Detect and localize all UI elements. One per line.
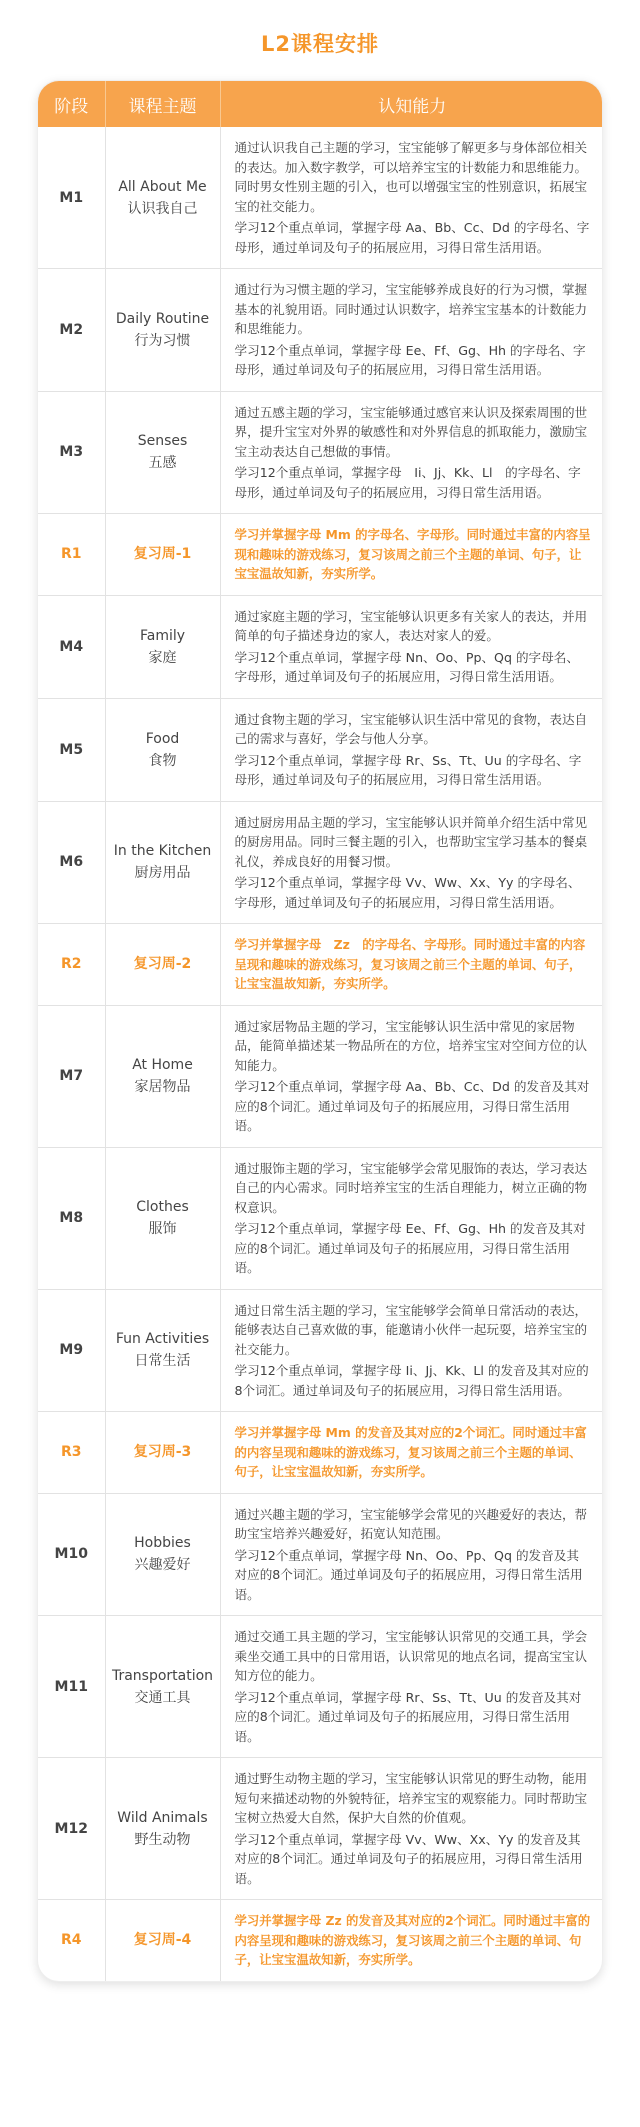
ability-letters: 学习12个重点单词，掌握字母 Nn、Oo、Pp、Qq 的发音及其对应的8个词汇。通过单词及句子的拓展应用，习得日常生活用语。 — [234, 1547, 583, 1602]
ability-letters: 学习12个重点单词，掌握字母 Ii、Jj、Kk、Ll 的字母名、字母形，通过单词及句子的拓展应用，习得日常生活用语。 — [234, 465, 581, 500]
table-row — [38, 391, 603, 514]
topic-english: Fun Activities — [115, 1331, 210, 1348]
ability-letters: 学习12个重点单词，掌握字母 Ee、Ff、Gg、Hh 的字母名、字母形，通过单词及句子的拓展应用，习得日常生活用语。 — [234, 342, 586, 377]
topic-english: Food — [145, 730, 180, 747]
row-ability — [220, 1147, 603, 1289]
ability-description: 通过行为习惯主题的学习，宝宝能够养成良好的行为习惯，掌握基本的礼貌用语。同时通过认识数字，培养宝宝基本的计数能力和思维能力。 — [234, 282, 588, 336]
ability-letters: 学习12个重点单词，掌握字母 Ee、Ff、Gg、Hh 的发音及其对应的8个词汇。通过单词及句子的拓展应用，习得日常生活用语。 — [234, 1221, 586, 1275]
table-row — [38, 1758, 603, 1900]
ability-letters: 学习12个重点单词，掌握字母 Rr、Ss、Tt、Uu 的字母名、字母形，通过单词及句子的拓展应用，习得日常生活用语。 — [234, 752, 582, 787]
topic-english: Hobbies — [134, 1535, 191, 1552]
topic-chinese: 交通工具 — [134, 1689, 191, 1706]
ability-description: 学习并掌握字母 Zz 的字母名、字母形。同时通过丰富的内容呈现和趣味的游戏练习，复习该周之前三个主题的单词、句子，让宝宝温故知新，夯实所学。 — [234, 937, 586, 991]
ability-letters: 学习12个重点单词，掌握字母 Aa、Bb、Cc、Dd 的发音及其对应的8个词汇。通过单词及句子的拓展应用，习得日常生活用语。 — [234, 1079, 590, 1133]
topic-english: Clothes — [136, 1199, 189, 1215]
ability-description: 通过认识我自己主题的学习，宝宝能够了解更多与身体部位相关的表达。加入数字教学，可以培养宝宝的计数能力和思维能力。同时男女性别主题的引入，也可以增强宝宝的性别意识，拓展宝宝的社交能力。 — [234, 140, 588, 214]
ability-description: 通过野生动物主题的学习，宝宝能够认识常见的野生动物，能用短句来描述动物的外貌特征，培养宝宝的观察能力。同时帮助宝宝树立热爱大自然，保护大自然的价值观。 — [234, 1771, 588, 1825]
topic-chinese: 家庭 — [148, 649, 177, 666]
topic-english: Daily Routine — [115, 310, 210, 327]
topic-chinese: 复习周-1 — [133, 546, 192, 563]
row-stage: M7 — [38, 1005, 105, 1147]
row-topic — [105, 391, 220, 514]
topic-chinese: 日常生活 — [134, 1353, 191, 1370]
row-ability — [220, 924, 603, 1006]
topic-english: In the Kitchen — [113, 843, 212, 860]
row-stage: R4 — [38, 1900, 105, 1981]
topic-chinese: 五感 — [148, 455, 177, 472]
row-ability — [220, 514, 603, 596]
table-row — [38, 269, 603, 392]
table-row — [38, 1147, 603, 1289]
ability-letters: 学习12个重点单词，掌握字母 Ii、Jj、Kk、Ll 的发音及其对应的8个词汇。通过单词及句子的拓展应用，习得日常生活用语。 — [234, 1363, 589, 1398]
topic-chinese: 认识我自己 — [127, 200, 198, 217]
topic-chinese: 厨房用品 — [134, 865, 191, 882]
topic-english: Wild Animals — [117, 1809, 208, 1826]
row-topic — [105, 1289, 220, 1412]
ability-description: 通过交通工具主题的学习，宝宝能够认识常见的交通工具，学会乘坐交通工具中的日常用语，认识常见的地点名词，提高宝宝认知方位的能力。 — [234, 1629, 588, 1683]
header-stage: 阶段 — [38, 81, 105, 127]
table-row — [38, 127, 603, 269]
topic-english: Transportation — [111, 1667, 214, 1684]
row-ability — [220, 1616, 603, 1758]
topic-chinese: 复习周-4 — [133, 1932, 192, 1949]
table-row — [38, 1493, 603, 1616]
row-topic — [105, 595, 220, 698]
row-topic — [105, 1493, 220, 1616]
row-stage: M3 — [38, 391, 105, 514]
page-title: L2课程安排 — [261, 32, 379, 56]
row-stage: R3 — [38, 1412, 105, 1494]
ability-description: 通过日常生活主题的学习，宝宝能够学会简单日常活动的表达，能够表达自己喜欢做的事，能邀请小伙伴一起玩耍，培养宝宝的社交能力。 — [234, 1302, 588, 1357]
table-row — [38, 1289, 603, 1412]
header-ability: 认知能力 — [220, 81, 603, 127]
ability-description: 通过家庭主题的学习，宝宝能够认识更多有关家人的表达，并用简单的句子描述身边的家人，表达对家人的爱。 — [234, 608, 588, 643]
row-topic — [105, 514, 220, 596]
header-topic: 课程主题 — [105, 81, 220, 127]
row-stage: R1 — [38, 514, 105, 596]
table-row — [38, 801, 603, 924]
ability-description: 通过家居物品主题的学习，宝宝能够认识生活中常见的家居物品，能简单描述某一物品所在的方位，培养宝宝对空间方位的认知能力。 — [234, 1018, 588, 1073]
ability-letters: 学习12个重点单词，掌握字母 Rr、Ss、Tt、Uu 的发音及其对应的8个词汇。通过单词及句子的拓展应用，习得日常生活用语。 — [234, 1689, 582, 1744]
table-row — [38, 698, 603, 801]
row-stage: M12 — [38, 1758, 105, 1900]
topic-chinese: 家居物品 — [134, 1079, 191, 1095]
row-ability — [220, 391, 603, 514]
ability-description: 学习并掌握字母 Mm 的发音及其对应的2个词汇。同时通过丰富的内容呈现和趣味的游戏练习，复习该周之前三个主题的单词、句子，让宝宝温故知新，夯实所学。 — [234, 1425, 587, 1479]
row-ability — [220, 595, 603, 698]
schedule-table-card — [37, 80, 603, 1982]
ability-description: 学习并掌握字母 Mm 的字母名、字母形。同时通过丰富的内容呈现和趣味的游戏练习，复习该周之前三个主题的单词、句子，让宝宝温故知新，夯实所学。 — [234, 527, 591, 581]
row-ability — [220, 1493, 603, 1616]
row-topic — [105, 1758, 220, 1900]
topic-english: At Home — [132, 1057, 193, 1073]
row-topic — [105, 698, 220, 801]
table-row — [38, 1412, 603, 1494]
topic-english: All About Me — [118, 178, 207, 195]
row-topic — [105, 801, 220, 924]
row-ability — [220, 801, 603, 924]
topic-english: Senses — [137, 433, 188, 450]
table-row — [38, 1616, 603, 1758]
row-ability — [220, 1289, 603, 1412]
table-body — [38, 127, 603, 1981]
row-topic — [105, 127, 220, 269]
ability-description: 通过兴趣主题的学习，宝宝能够学会常见的兴趣爱好的表达，帮助宝宝培养兴趣爱好，拓宽认知范围。 — [234, 1506, 588, 1541]
ability-letters: 学习12个重点单词，掌握字母 Vv、Ww、Xx、Yy 的发音及其对应的8个词汇。通过单词及句子的拓展应用，习得日常生活用语。 — [234, 1831, 583, 1886]
row-topic — [105, 1412, 220, 1494]
row-ability — [220, 698, 603, 801]
schedule-table — [38, 81, 603, 1981]
row-stage: R2 — [38, 924, 105, 1006]
ability-description: 通过食物主题的学习，宝宝能够认识生活中常见的食物，表达自己的需求与喜好，学会与他人分享。 — [234, 711, 588, 746]
row-topic — [105, 1005, 220, 1147]
table-header — [38, 81, 603, 127]
table-row — [38, 1900, 603, 1981]
table-row — [38, 514, 603, 596]
row-topic — [105, 269, 220, 392]
row-ability — [220, 1900, 603, 1981]
row-stage: M9 — [38, 1289, 105, 1412]
row-topic — [105, 924, 220, 1006]
row-stage: M10 — [38, 1493, 105, 1616]
row-stage: M4 — [38, 595, 105, 698]
row-stage: M1 — [38, 127, 105, 269]
row-stage: M5 — [38, 698, 105, 801]
topic-chinese: 复习周-2 — [133, 956, 192, 973]
ability-description: 通过五感主题的学习，宝宝能够通过感官来认识及探索周围的世界，提升宝宝对外界的敏感性和对外界信息的抓取能力，激励宝宝主动表达自己想做的事情。 — [234, 404, 588, 459]
row-stage: M6 — [38, 801, 105, 924]
ability-description: 通过厨房用品主题的学习，宝宝能够认识并简单介绍生活中常见的厨房用品。同时三餐主题的引入，也帮助宝宝学习基本的餐桌礼仪，养成良好的用餐习惯。 — [234, 814, 588, 869]
row-stage: M11 — [38, 1616, 105, 1758]
topic-chinese: 野生动物 — [134, 1831, 191, 1848]
table-row — [38, 924, 603, 1006]
ability-description: 通过服饰主题的学习，宝宝能够学会常见服饰的表达，学习表达自己的内心需求。同时培养宝宝的生活自理能力，树立正确的物权意识。 — [234, 1160, 588, 1215]
row-topic — [105, 1900, 220, 1981]
topic-english: Family — [139, 627, 186, 644]
ability-letters: 学习12个重点单词，掌握字母 Vv、Ww、Xx、Yy 的字母名、字母形，通过单词及句子的拓展应用，习得日常生活用语。 — [234, 875, 581, 910]
topic-chinese: 食物 — [148, 752, 177, 769]
topic-chinese: 服饰 — [148, 1221, 177, 1237]
row-topic — [105, 1616, 220, 1758]
ability-letters: 学习12个重点单词，掌握字母 Aa、Bb、Cc、Dd 的字母名、字母形，通过单词及句子的拓展应用，习得日常生活用语。 — [234, 220, 590, 255]
ability-description: 学习并掌握字母 Zz 的发音及其对应的2个词汇。同时通过丰富的内容呈现和趣味的游戏练习，复习该周之前三个主题的单词、句子，让宝宝温故知新，夯实所学。 — [234, 1913, 591, 1967]
row-ability — [220, 1005, 603, 1147]
ability-letters: 学习12个重点单词，掌握字母 Nn、Oo、Pp、Qq 的字母名、字母形，通过单词及句子的拓展应用，习得日常生活用语。 — [234, 649, 579, 684]
topic-chinese: 复习周-3 — [133, 1444, 192, 1461]
topic-chinese: 兴趣爱好 — [134, 1557, 191, 1574]
row-ability — [220, 269, 603, 392]
row-stage: M8 — [38, 1147, 105, 1289]
row-ability — [220, 1758, 603, 1900]
row-topic — [105, 1147, 220, 1289]
table-row — [38, 1005, 603, 1147]
row-stage: M2 — [38, 269, 105, 392]
row-ability — [220, 1412, 603, 1494]
table-row — [38, 595, 603, 698]
topic-chinese: 行为习惯 — [134, 332, 191, 349]
row-ability — [220, 127, 603, 269]
